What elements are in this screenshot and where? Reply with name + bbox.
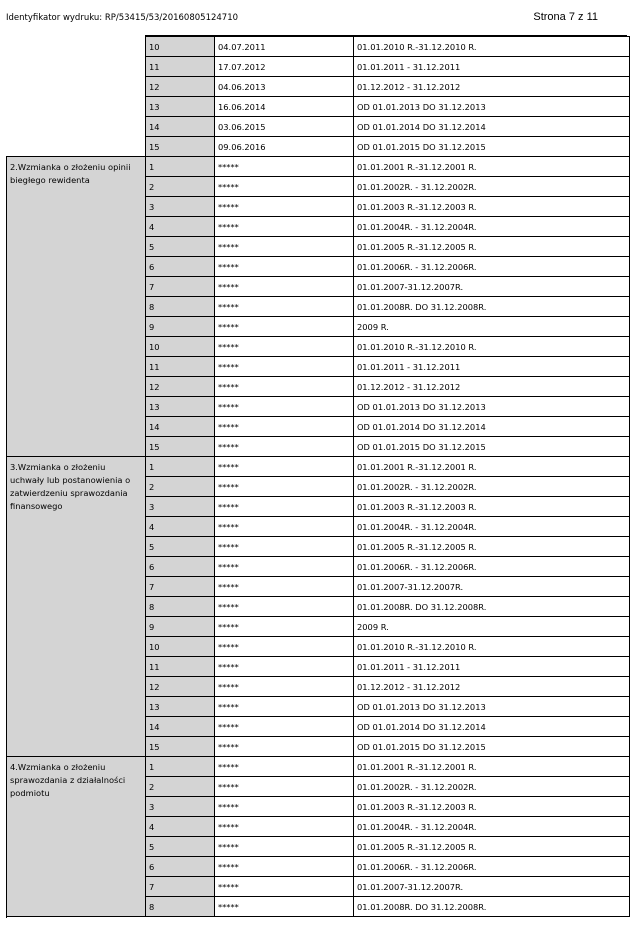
row-number: 2 — [146, 177, 215, 197]
row-value: ***** — [215, 637, 354, 657]
row-number: 9 — [146, 617, 215, 637]
row-period: 01.01.2004R. - 31.12.2004R. — [354, 817, 630, 837]
row-value: ***** — [215, 477, 354, 497]
row-value: ***** — [215, 717, 354, 737]
register-table — [6, 36, 630, 917]
table-row — [7, 157, 630, 177]
row-period: 01.01.2007-31.12.2007R. — [354, 277, 630, 297]
row-number: 14 — [146, 717, 215, 737]
row-period: 01.01.2005 R.-31.12.2005 R. — [354, 837, 630, 857]
row-number: 10 — [146, 337, 215, 357]
row-number: 7 — [146, 877, 215, 897]
row-number: 11 — [146, 357, 215, 377]
row-value: ***** — [215, 177, 354, 197]
row-period: 01.01.2003 R.-31.12.2003 R. — [354, 497, 630, 517]
row-value: 04.06.2013 — [215, 77, 354, 97]
row-period: 01.01.2008R. DO 31.12.2008R. — [354, 897, 630, 917]
row-number: 9 — [146, 317, 215, 337]
row-number: 2 — [146, 777, 215, 797]
row-value: ***** — [215, 577, 354, 597]
row-number: 15 — [146, 437, 215, 457]
row-period: 01.01.2001 R.-31.12.2001 R. — [354, 457, 630, 477]
row-value: ***** — [215, 877, 354, 897]
row-period: OD 01.01.2015 DO 31.12.2015 — [354, 137, 630, 157]
row-number: 3 — [146, 797, 215, 817]
section-label: 4.Wzmianka o złożeniu sprawozdania z działalności podmiotu — [7, 757, 146, 917]
row-value: ***** — [215, 797, 354, 817]
row-number: 10 — [146, 637, 215, 657]
row-value: ***** — [215, 537, 354, 557]
row-period: 01.01.2003 R.-31.12.2003 R. — [354, 797, 630, 817]
row-period: OD 01.01.2013 DO 31.12.2013 — [354, 97, 630, 117]
row-period: 01.01.2005 R.-31.12.2005 R. — [354, 237, 630, 257]
row-value: 09.06.2016 — [215, 137, 354, 157]
row-value: ***** — [215, 317, 354, 337]
row-value: ***** — [215, 557, 354, 577]
row-period: OD 01.01.2013 DO 31.12.2013 — [354, 397, 630, 417]
register-table-body — [7, 37, 630, 917]
row-value: ***** — [215, 517, 354, 537]
row-number: 15 — [146, 137, 215, 157]
row-value: ***** — [215, 357, 354, 377]
row-number: 11 — [146, 657, 215, 677]
row-number: 12 — [146, 377, 215, 397]
row-number: 12 — [146, 77, 215, 97]
row-value: ***** — [215, 857, 354, 877]
row-value: ***** — [215, 897, 354, 917]
row-value: ***** — [215, 617, 354, 637]
row-value: 16.06.2014 — [215, 97, 354, 117]
row-number: 7 — [146, 577, 215, 597]
row-number: 15 — [146, 737, 215, 757]
row-period: 01.12.2012 - 31.12.2012 — [354, 77, 630, 97]
row-number: 3 — [146, 497, 215, 517]
row-number: 11 — [146, 57, 215, 77]
row-value: ***** — [215, 677, 354, 697]
row-period: 01.01.2006R. - 31.12.2006R. — [354, 857, 630, 877]
row-number: 2 — [146, 477, 215, 497]
row-period: 01.01.2010 R.-31.12.2010 R. — [354, 637, 630, 657]
row-number: 8 — [146, 897, 215, 917]
row-number: 6 — [146, 857, 215, 877]
row-number: 13 — [146, 697, 215, 717]
row-value: ***** — [215, 837, 354, 857]
row-number: 8 — [146, 597, 215, 617]
row-value: ***** — [215, 397, 354, 417]
row-value: ***** — [215, 657, 354, 677]
row-value: ***** — [215, 237, 354, 257]
section-label: 2.Wzmianka o złożeniu opinii biegłego rewidenta — [7, 157, 146, 457]
row-value: 17.07.2012 — [215, 57, 354, 77]
row-number: 3 — [146, 197, 215, 217]
row-value: ***** — [215, 377, 354, 397]
row-period: 01.01.2011 - 31.12.2011 — [354, 657, 630, 677]
row-value: 04.07.2011 — [215, 37, 354, 57]
row-period: 01.01.2006R. - 31.12.2006R. — [354, 557, 630, 577]
row-period: 01.01.2001 R.-31.12.2001 R. — [354, 757, 630, 777]
row-value: ***** — [215, 777, 354, 797]
row-period: 01.01.2011 - 31.12.2011 — [354, 357, 630, 377]
row-value: ***** — [215, 497, 354, 517]
row-value: ***** — [215, 597, 354, 617]
row-period: 2009 R. — [354, 317, 630, 337]
row-number: 5 — [146, 537, 215, 557]
row-period: OD 01.01.2014 DO 31.12.2014 — [354, 117, 630, 137]
row-value: ***** — [215, 697, 354, 717]
row-period: 01.01.2010 R.-31.12.2010 R. — [354, 337, 630, 357]
row-number: 10 — [146, 37, 215, 57]
row-value: ***** — [215, 457, 354, 477]
row-value: ***** — [215, 337, 354, 357]
row-value: ***** — [215, 437, 354, 457]
row-period: 01.01.2005 R.-31.12.2005 R. — [354, 537, 630, 557]
row-number: 14 — [146, 117, 215, 137]
row-period: OD 01.01.2015 DO 31.12.2015 — [354, 437, 630, 457]
row-period: OD 01.01.2014 DO 31.12.2014 — [354, 417, 630, 437]
row-number: 4 — [146, 817, 215, 837]
row-period: 01.01.2007-31.12.2007R. — [354, 877, 630, 897]
section-label: 3.Wzmianka o złożeniu uchwały lub postanowienia o zatwierdzeniu sprawozdania finansowego — [7, 457, 146, 757]
row-number: 7 — [146, 277, 215, 297]
row-period: 01.01.2001 R.-31.12.2001 R. — [354, 157, 630, 177]
row-period: 01.01.2008R. DO 31.12.2008R. — [354, 297, 630, 317]
row-value: ***** — [215, 757, 354, 777]
row-number: 5 — [146, 237, 215, 257]
row-period: 01.01.2007-31.12.2007R. — [354, 577, 630, 597]
row-number: 6 — [146, 257, 215, 277]
row-value: ***** — [215, 157, 354, 177]
table-row — [7, 757, 630, 777]
row-period: 01.01.2002R. - 31.12.2002R. — [354, 477, 630, 497]
row-period: 01.01.2010 R.-31.12.2010 R. — [354, 37, 630, 57]
row-period: 01.01.2006R. - 31.12.2006R. — [354, 257, 630, 277]
row-number: 12 — [146, 677, 215, 697]
row-value: ***** — [215, 737, 354, 757]
row-value: ***** — [215, 297, 354, 317]
row-value: ***** — [215, 417, 354, 437]
row-period: OD 01.01.2014 DO 31.12.2014 — [354, 717, 630, 737]
row-value: ***** — [215, 217, 354, 237]
row-period: 01.01.2011 - 31.12.2011 — [354, 57, 630, 77]
page-number: Strona 7 z 11 — [533, 11, 598, 23]
row-number: 13 — [146, 397, 215, 417]
row-number: 1 — [146, 157, 215, 177]
row-value: ***** — [215, 197, 354, 217]
row-period: 01.12.2012 - 31.12.2012 — [354, 677, 630, 697]
row-period: OD 01.01.2015 DO 31.12.2015 — [354, 737, 630, 757]
table-row — [7, 457, 630, 477]
row-value: ***** — [215, 257, 354, 277]
row-period: 01.01.2002R. - 31.12.2002R. — [354, 777, 630, 797]
row-number: 5 — [146, 837, 215, 857]
row-value: ***** — [215, 817, 354, 837]
row-period: 01.01.2004R. - 31.12.2004R. — [354, 517, 630, 537]
row-number: 14 — [146, 417, 215, 437]
row-value: ***** — [215, 277, 354, 297]
section-label-empty — [7, 37, 146, 157]
row-period: 01.01.2003 R.-31.12.2003 R. — [354, 197, 630, 217]
row-value: 03.06.2015 — [215, 117, 354, 137]
row-number: 1 — [146, 457, 215, 477]
row-number: 4 — [146, 217, 215, 237]
row-number: 8 — [146, 297, 215, 317]
row-number: 4 — [146, 517, 215, 537]
row-period: 2009 R. — [354, 617, 630, 637]
row-period: 01.01.2008R. DO 31.12.2008R. — [354, 597, 630, 617]
row-period: 01.01.2002R. - 31.12.2002R. — [354, 177, 630, 197]
row-number: 13 — [146, 97, 215, 117]
table-row — [7, 37, 630, 57]
print-identifier: Identyfikator wydruku: RP/53415/53/20160805124710 — [6, 13, 239, 23]
row-period: 01.12.2012 - 31.12.2012 — [354, 377, 630, 397]
row-number: 6 — [146, 557, 215, 577]
row-period: 01.01.2004R. - 31.12.2004R. — [354, 217, 630, 237]
row-period: OD 01.01.2013 DO 31.12.2013 — [354, 697, 630, 717]
row-number: 1 — [146, 757, 215, 777]
